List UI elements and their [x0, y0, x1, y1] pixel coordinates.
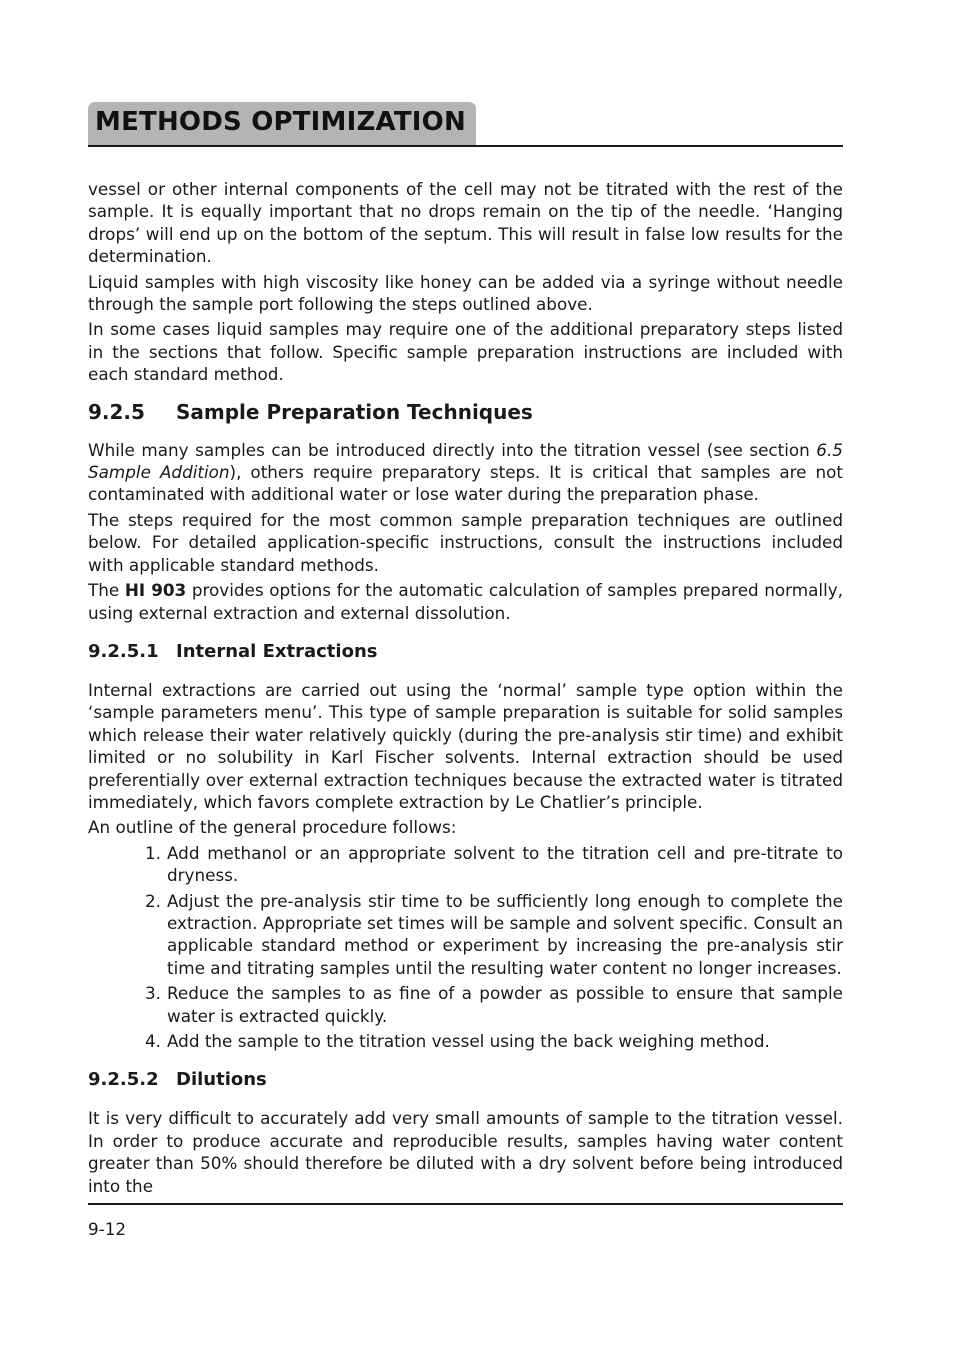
paragraph: [88, 579, 843, 624]
subsection-title: Internal Extractions: [176, 640, 378, 662]
subsection-number: 9.2.5.2: [88, 1069, 159, 1091]
page-number: 9-12: [88, 1219, 127, 1239]
list-item-text: Add methanol or an appropriate solvent to the titration cell and pre-titrate to dryness.: [167, 842, 843, 886]
text-run: While many samples can be introduced directly into the titration vessel (see section: [88, 439, 817, 460]
list-item-text: Reduce the samples to as fine of a powder as possible to ensure that sample water is extracted quickly.: [167, 983, 843, 1026]
text-run: The: [88, 580, 125, 601]
header-divider: [88, 145, 843, 147]
list-item: [145, 982, 843, 1027]
paragraph: It is very difficult to accurately add very small amounts of sample to the titration vessel. In order to produce accurate and reproducible results, samples having water content greater than 50% should therefore be diluted with a dry solvent before being introduced into the: [88, 1108, 843, 1196]
list-item: [145, 890, 843, 980]
paragraph: Liquid samples with high viscosity like honey can be added via a syringe without needle through the sample port following the steps outlined above.: [88, 271, 843, 315]
list-marker: 2.: [145, 890, 162, 911]
subsection-heading: [88, 640, 843, 664]
list-item: [145, 1030, 843, 1052]
text-run: provides options for the automatic calculation of samples prepared normally, using external extraction and external dissolution.: [88, 580, 844, 623]
list-marker: 4.: [145, 1031, 162, 1051]
subsection-number: 9.2.5.1: [88, 640, 159, 662]
subsection-title: Dilutions: [176, 1069, 267, 1091]
procedure-list: [88, 842, 843, 1053]
text-run: ), others require preparatory steps. It is critical that samples are not contaminated with additional water or lose water during the preparation phase.: [88, 462, 843, 505]
page-title: METHODS OPTIMIZATION: [95, 107, 466, 137]
list-marker: 3.: [145, 983, 162, 1004]
product-name: HI 903: [124, 580, 187, 601]
section-heading: [88, 399, 843, 425]
paragraph: An outline of the general procedure follows:: [88, 817, 457, 838]
paragraph: vessel or other internal components of the cell may not be titrated with the rest of the sample. It is equally important that no drops remain on the tip of the needle. ‘Hanging drops’ will end up on the bottom of the septum. This will result in false low results for the determination.: [88, 179, 843, 267]
paragraph: The steps required for the most common sample preparation techniques are outlined below. For detailed application-specific instructions, consult the instructions included with applicable standard methods.: [88, 509, 843, 575]
subsection-heading: [88, 1068, 843, 1092]
list-item-text: Add the sample to the titration vessel using the back weighing method.: [167, 1031, 770, 1051]
section-number: 9.2.5: [88, 399, 145, 424]
section-reference: 6.5 Sample Addition: [88, 439, 843, 483]
list-item-text: Adjust the pre-analysis stir time to be sufficiently long enough to complete the extraction. Appropriate set times will be sample and solvent specific. Consult an applicable standard method or experiment by increasing the pre-analysis stir time and titrating samples until the resulting water content no longer increases.: [167, 890, 843, 978]
section-title: Sample Preparation Techniques: [176, 399, 533, 424]
list-item: [145, 842, 843, 887]
paragraph: In some cases liquid samples may require one of the additional preparatory steps listed in the sections that follow. Specific sample preparation instructions are included with each standard method.: [88, 319, 843, 385]
document-body: [88, 178, 843, 1200]
paragraph: Internal extractions are carried out using the ‘normal’ sample type option within the ‘sample parameters menu’. This type of sample preparation is suitable for solid samples which release their water relatively quickly (during the pre-analysis stir time) and exhibit limited or no solubility in Karl Fischer solvents. Internal extraction should be used preferentially over external extraction techniques because the extracted water is titrated immediately, which favors complete extraction by Le Chatlier’s principle.: [88, 679, 843, 812]
paragraph: [88, 439, 843, 506]
list-marker: 1.: [145, 842, 162, 863]
footer-divider: [88, 1203, 843, 1205]
